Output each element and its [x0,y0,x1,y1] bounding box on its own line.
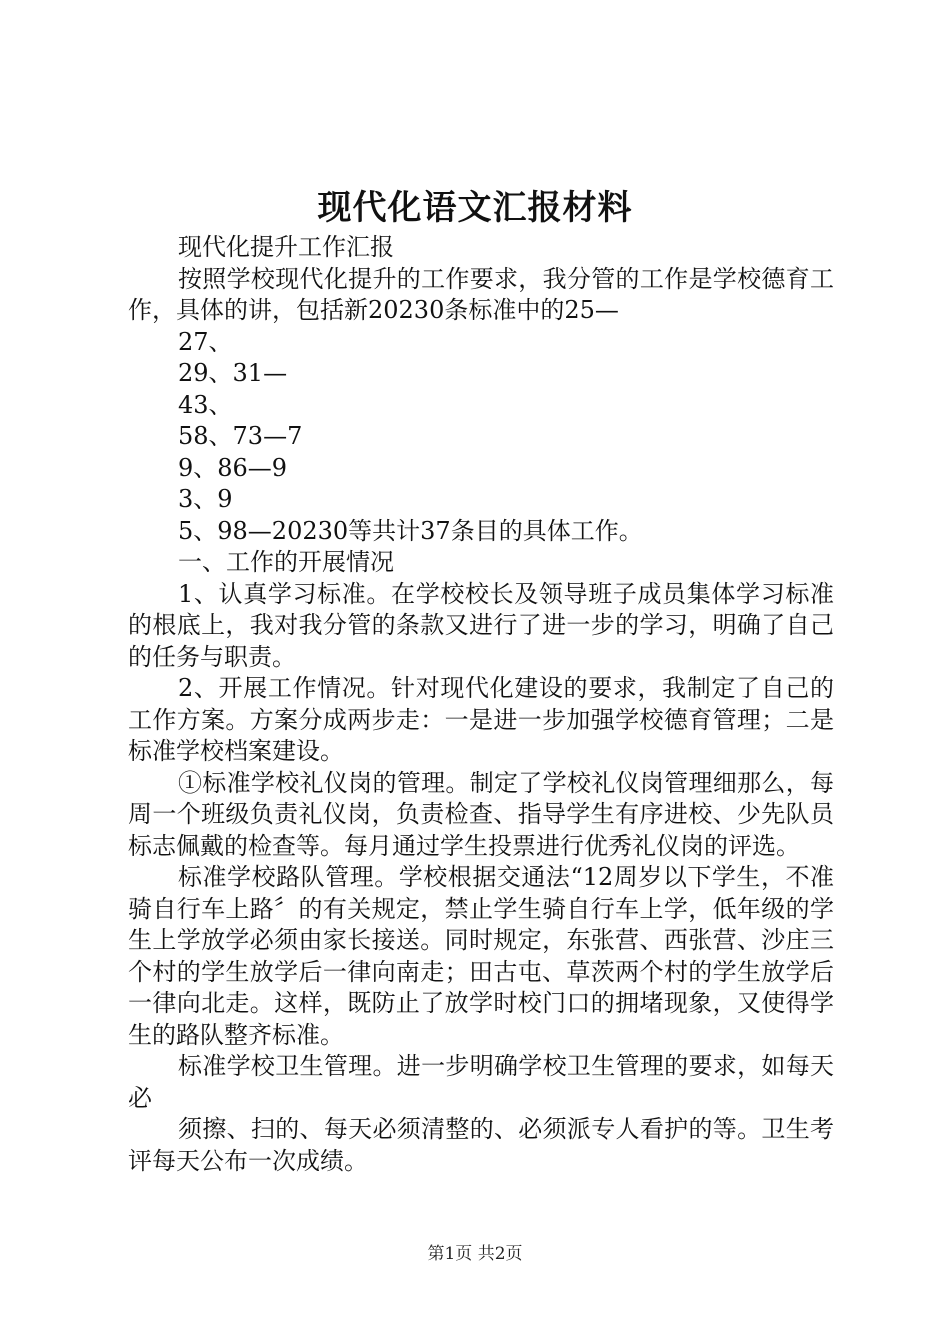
paragraph: 现代化提升工作汇报 [178,233,394,261]
page-footer: 第1页 共2页 [427,1244,523,1264]
paragraph: 标准学校路队管理。学校根据交通法“12周岁以下学生，不准骑自行车上路〞的有关规定，禁止学生骑自行车上学，低年级的学生上学放学必须由家长接送。同时规定，东张营、西张营、沙庄三个村的学生放学后一律向南走；田古屯、草茨两个村的学生放学后一律向北走。这样，既防止了放学时校门口的拥堵现象，又使得学生的路队整齐标准。 [128,863,834,1049]
paragraph: 标准学校卫生管理。进一步明确学校卫生管理的要求，如每天必 [128,1052,834,1112]
paragraph: 58、73—7 [178,422,303,450]
section-heading: 一、工作的开展情况 [178,548,394,576]
paragraph: 9、86—9 [178,453,288,482]
document-body [128,232,834,1177]
paragraph: 按照学校现代化提升的工作要求，我分管的工作是学校德育工作，具体的讲，包括新20230条标准中的25— [128,264,834,324]
paragraph: 1、认真学习标准。在学校校长及领导班子成员集体学习标准的根底上，我对我分管的条款又进行了进一步的学习，明确了自己的任务与职责。 [128,579,834,671]
paragraph: 3、9 [178,485,233,513]
paragraph: ①标准学校礼仪岗的管理。制定了学校礼仪岗管理细那么，每周一个班级负责礼仪岗，负责检查、指导学生有序进校、少先队员标志佩戴的检查等。每月通过学生投票进行优秀礼仪岗的评选。 [128,768,834,860]
paragraph: 29、31— [178,359,288,387]
document-title: 现代化语文汇报材料 [317,188,633,228]
paragraph: 须擦、扫的、每天必须清整的、必须派专人看护的等。卫生考评每天公布一次成绩。 [128,1115,834,1175]
paragraph: 43、 [178,390,233,419]
paragraph: 27、 [178,327,233,356]
paragraph: 5、98—20230等共计37条目的具体工作。 [178,516,643,545]
paragraph: 2、开展工作情况。针对现代化建设的要求，我制定了自己的工作方案。方案分成两步走：一是进一步加强学校德育管理；二是标准学校档案建设。 [128,674,834,765]
